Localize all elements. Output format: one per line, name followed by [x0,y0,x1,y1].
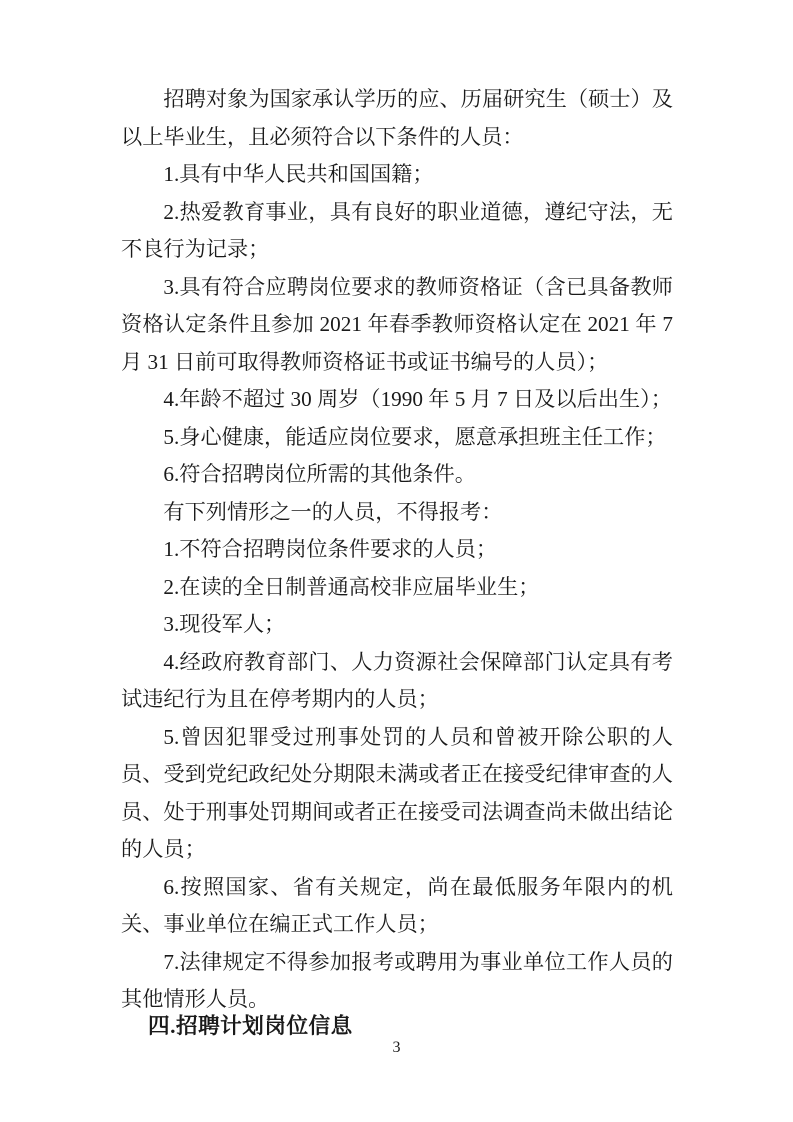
paragraph: 4.年龄不超过 30 周岁（1990 年 5 月 7 日及以后出生）； [163,387,672,411]
paragraph: 7.法律规定不得参加报考或聘用为事业单位工作人员的其他情形人员。 [121,949,673,1011]
paragraph: 6.符合招聘岗位所需的其他条件。 [163,462,476,486]
paragraph: 招聘对象为国家承认学历的应、历届研究生（硕士）及以上毕业生，且必须符合以下条件的人员： [121,87,673,149]
paragraphs [121,81,673,1019]
paragraph: 4.经政府教育部门、人力资源社会保障部门认定具有考试违纪行为且在停考期内的人员； [121,649,673,711]
paragraph: 2.在读的全日制普通高校非应届毕业生； [163,574,540,599]
paragraph: 3.现役军人； [163,612,286,636]
paragraph: 5.身心健康，能适应岗位要求，愿意承担班主任工作； [163,424,667,449]
paragraph: 6.按照国家、省有关规定，尚在最低服务年限内的机关、事业单位在编正式工作人员； [121,874,673,936]
section-heading: 四.招聘计划岗位信息 [148,1013,353,1038]
paragraph: 5.曾因犯罪受过刑事处罚的人员和曾被开除公职的人员、受到党纪政纪处分期限未满或者正在接受纪律审查的人员、处于刑事处罚期间或者正在接受司法调查尚未做出结论的人员； [121,724,673,861]
paragraph: 有下列情形之一的人员，不得报考： [163,499,503,524]
paragraph: 1.不符合招聘岗位条件要求的人员； [163,537,498,561]
paragraph: 3.具有符合应聘岗位要求的教师资格证（含已具备教师资格认定条件且参加 2021 年春季教师资格认定在 2021 年 7 月 31 日前可取得教师资格证书或证书编号的人员）； [121,274,673,374]
document-content [121,81,673,1039]
page-number: 3 [392,1039,401,1056]
paragraph: 2.热爱教育事业，具有良好的职业道德，遵纪守法，无不良行为记录； [121,199,673,261]
paragraph: 1.具有中华人民共和国国籍； [163,162,434,186]
